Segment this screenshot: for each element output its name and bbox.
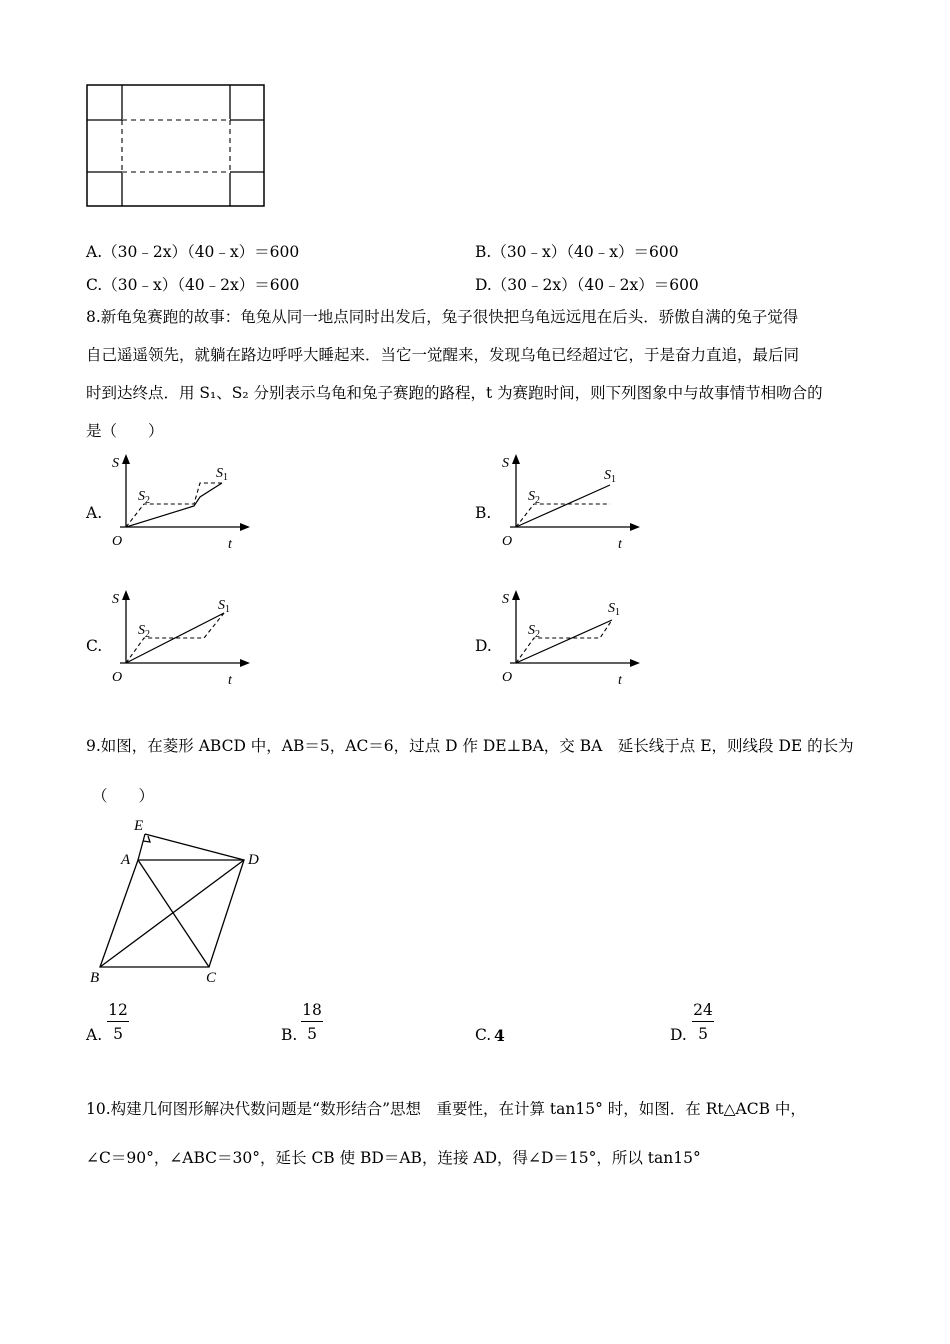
q9-option-d-prefix: D.	[670, 1026, 687, 1044]
q9-option-c-value: 4	[494, 1026, 505, 1045]
s1-label: $S_1$	[218, 598, 230, 615]
s2-label: $S_2$	[138, 489, 150, 506]
q8-line-2: 自己遥遥领先，就躺在路边呼呼大睡起来．当它一觉醒来，发现乌龟已经超过它，于是奋力直追，最后同	[86, 346, 800, 364]
q7-option-d: D.（30﹣2x）（40﹣2x）＝600	[475, 276, 699, 294]
s2-label: $S_2$	[138, 623, 150, 640]
s1-label: $S_1$	[608, 601, 620, 618]
y-axis-arrow	[122, 454, 130, 464]
label-b: B	[90, 970, 100, 986]
box-net-figure	[85, 83, 267, 209]
q9-option-a-prefix: A.	[86, 1026, 103, 1044]
q7-option-c: C.（30﹣x）（40﹣2x）＝600	[86, 276, 300, 294]
y-axis-arrow	[512, 454, 520, 464]
q8-graph-b	[488, 450, 648, 555]
x-axis-arrow	[240, 659, 250, 667]
q9-option-d-numerator: 24	[692, 1001, 714, 1022]
q9-option-b-prefix: B.	[281, 1026, 298, 1044]
axis-label-t: t	[618, 537, 622, 552]
q9-option-a-denominator: 5	[113, 1025, 123, 1043]
q9-option-b-denominator: 5	[307, 1025, 317, 1043]
rhombus-figure	[86, 812, 271, 987]
s2-label: $S_2$	[528, 489, 540, 506]
axis-label-s: S	[502, 456, 509, 471]
q8-graph-d	[488, 586, 648, 691]
q8-option-d-label: D.	[475, 637, 492, 655]
s1-label: $S_1$	[216, 466, 228, 483]
q8-line-3: 时到达终点．用 S₁、S₂ 分别表示乌龟和兔子赛跑的路程，t 为赛跑时间，则下列图象中与故事情节相吻合的	[86, 384, 823, 402]
q7-option-a: A.（30﹣2x）（40﹣x）＝600	[86, 243, 300, 261]
q9-option-d-denominator: 5	[698, 1025, 708, 1043]
origin-label: O	[112, 670, 123, 685]
q7-option-b: B.（30﹣x）（40﹣x）＝600	[475, 243, 679, 261]
origin-label: O	[112, 534, 123, 549]
q10-line-1: 10.构建几何图形解决代数问题是“数形结合”思想 重要性，在计算 tan15° 时，如图．在 Rt△ACB 中，	[86, 1100, 806, 1118]
s2-line	[516, 504, 610, 527]
q9-option-a-fraction	[107, 1001, 129, 1043]
y-axis-arrow	[122, 590, 130, 600]
q8-option-c-label: C.	[86, 637, 103, 655]
q9-option-a-numerator: 12	[107, 1001, 129, 1022]
axis-label-t: t	[228, 537, 232, 552]
q8-option-a-label: A.	[86, 504, 103, 522]
q8-line-1: 8.新龟兔赛跑的故事：龟兔从同一地点同时出发后，兔子很快把乌龟远远甩在后头．骄傲自满的兔子觉得	[86, 308, 799, 326]
q10-line-2: ∠C＝90°，∠ABC＝30°，延长 CB 使 BD＝AB，连接 AD，得∠D＝15°，所以 tan15°	[86, 1149, 701, 1167]
q8-option-b-label: B.	[475, 504, 492, 522]
axis-label-s: S	[502, 592, 509, 607]
q9-line-1: 9.如图，在菱形 ABCD 中，AB＝5，AC＝6，过点 D 作 DE⊥BA，交 BA 延长线于点 E，则线段 DE 的长为	[86, 737, 854, 755]
x-axis-arrow	[630, 659, 640, 667]
x-axis-arrow	[630, 523, 640, 531]
q9-option-d-fraction	[692, 1001, 714, 1043]
q8-graph-a	[98, 450, 258, 555]
s2-label: $S_2$	[528, 623, 540, 640]
label-e: E	[134, 818, 144, 834]
origin-label: O	[502, 534, 513, 549]
q9-option-c-prefix: C.	[475, 1026, 492, 1044]
label-c: C	[206, 970, 217, 986]
q8-graph-c	[98, 586, 258, 691]
axis-label-t: t	[228, 673, 232, 688]
q9-option-b-fraction	[301, 1001, 323, 1043]
label-a: A	[121, 852, 131, 868]
q9-option-b-numerator: 18	[301, 1001, 323, 1022]
x-axis-arrow	[240, 523, 250, 531]
q8-question	[86, 298, 823, 450]
axis-label-s: S	[112, 456, 119, 471]
axis-label-s: S	[112, 592, 119, 607]
axis-label-t: t	[618, 673, 622, 688]
origin-label: O	[502, 670, 513, 685]
s1-label: $S_1$	[604, 468, 616, 485]
q8-line-4: 是（ ）	[86, 422, 164, 440]
s1-line	[126, 613, 224, 663]
y-axis-arrow	[512, 590, 520, 600]
label-d: D	[248, 852, 259, 868]
q9-line-2: （ ）	[92, 787, 155, 805]
